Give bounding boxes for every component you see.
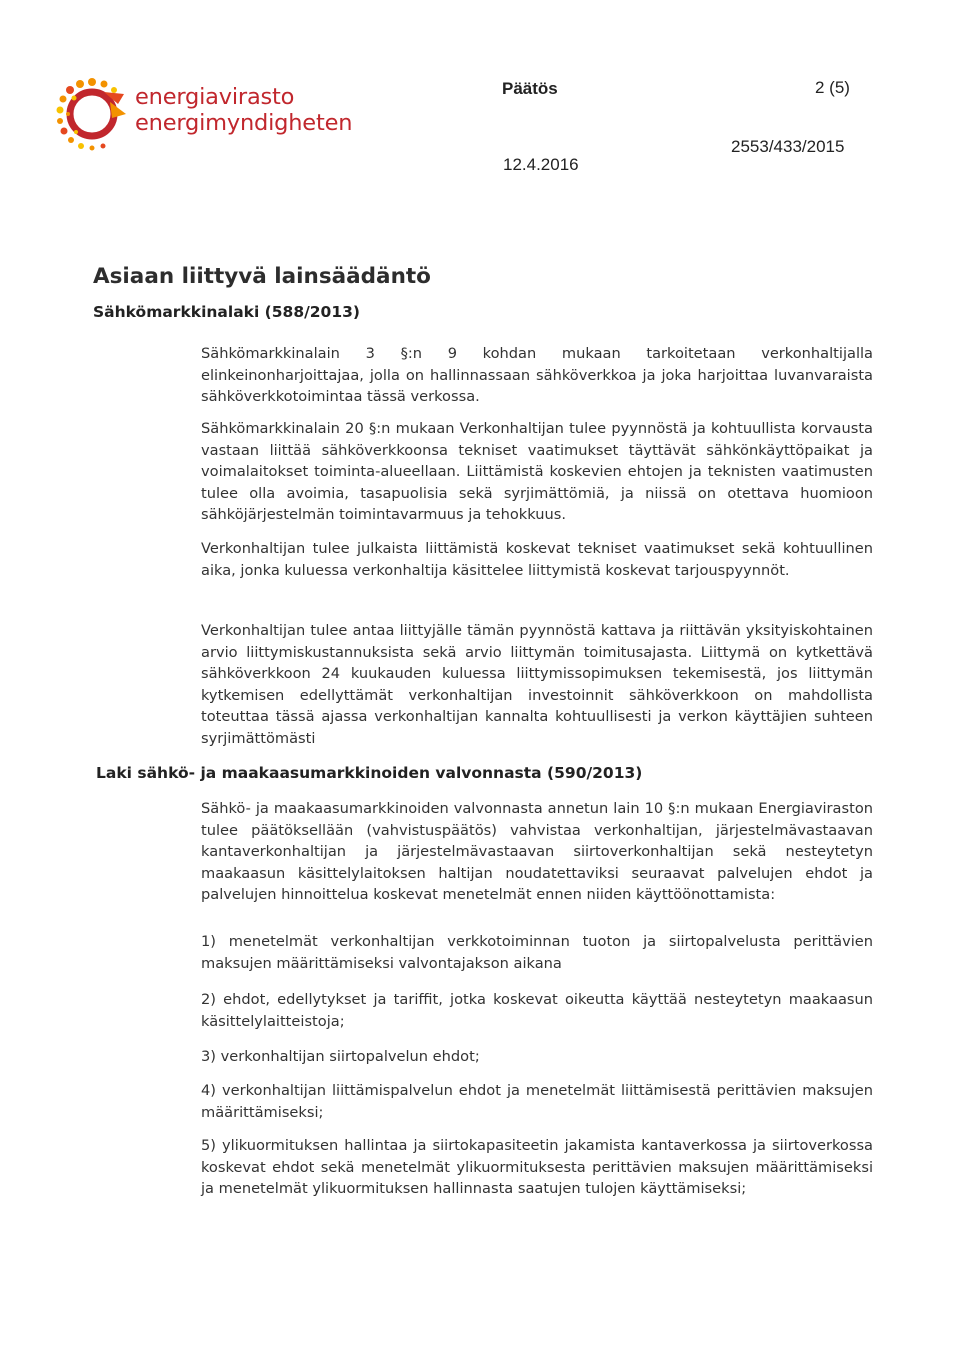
document-date: 12.4.2016 [503,155,579,174]
law-title-supervision-act: Laki sähkö- ja maakaasumarkkinoiden valvonnasta (590/2013) [96,764,643,782]
page-number: 2 (5) [815,78,850,97]
law-title-electricity-market-act: Sähkömarkkinalaki (588/2013) [93,303,360,321]
section-title: Asiaan liittyvä lainsäädäntö [93,264,431,289]
reference-number: 2553/433/2015 [731,137,845,156]
logo-line-sv: energimyndigheten [135,110,353,136]
list-item: 4) verkonhaltijan liittämispalvelun ehdot ja menetelmät liittämisestä perittävien maksujen määrittämiseksi; [201,1082,873,1121]
list-item: 5) ylikuormituksen hallintaa ja siirtokapasiteetin jakamista kantaverkossa ja siirtoverkossa koskevat ehdot sekä menetelmät ylikuormituksesta perittävien maksujen määrittämiseksi ja menetelmät ylikuormituksen hallinnasta saatujen tulojen käyttämiseksi; [201,1137,873,1198]
list-item: 2) ehdot, edellytykset ja tariffit, jotka koskevat oikeutta käyttää nesteytetyn maakaasun käsittelylaitteistoja; [201,991,873,1030]
paragraph: Verkonhaltijan tulee antaa liittyjälle tämän pyynnöstä kattava ja riittävän yksityiskohtainen arvio liittymiskustannuksista sekä arvio liittymän toimitusajasta. Liittymä on kytkettävä sähköverkkoon 24 kuukauden kuluessa liittymissopimuksen tekemisestä, jos liittymän kytkemisen edellyttämät verkonhaltijan investoinnit sähköverkkoon on mahdollista toteuttaa tässä ajassa verkonhaltijan kannalta kohtuullisesti ja verkon käyttäjien suhteen syrjimättömästi [201,622,873,747]
doc-type: Päätös [502,79,558,98]
logo [52,72,352,162]
paragraph: Sähkömarkkinalain 20 §:n mukaan Verkonhaltijan tulee pyynnöstä ja kohtuullista korvausta vastaan liittää sähköverkkoonsa tekniset vaatimukset täyttävät sähkönkäyttöpaikat ja voimalaitokset toiminta-alueellaan. Liittämistä koskevien ehtojen ja teknisten vaatimusten tulee olla avoimia, tasapuolisia sekä syrjimättömiä, ja niissä on otettava huomioon sähköjärjestelmän toimintavarmuus ja tehokkuus. [201,420,873,524]
logo-line-fi: energiavirasto [135,84,295,110]
energiavirasto-logo-icon [52,74,132,154]
paragraph: Sähkömarkkinalain 3 §:n 9 kohdan mukaan tarkoitetaan verkonhaltijalla elinkeinonharjoittajaa, jolla on hallinnassaan sähköverkkoa ja joka harjoittaa luvanvaraista sähköverkkotoimintaa tässä verkossa. [201,345,873,406]
list-item: 1) menetelmät verkonhaltijan verkkotoiminnan tuoton ja siirtopalvelusta perittävien maksujen määrittämiseksi valvontajakson aikana [201,933,873,972]
list-item: 3) verkonhaltijan siirtopalvelun ehdot; [201,1048,480,1065]
paragraph: Verkonhaltijan tulee julkaista liittämistä koskevat tekniset vaatimukset sekä kohtuullinen aika, jonka kuluessa verkonhaltija käsittelee liittymistä koskevat tarjouspyynnöt. [201,540,873,579]
logo-text [135,84,352,136]
paragraph: Sähkö- ja maakaasumarkkinoiden valvonnasta annetun lain 10 §:n mukaan Energiaviraston tulee päätöksellään (vahvistuspäätös) vahvistaa verkonhaltijan, järjestelmävastaavan kantaverkonhaltijan ja järjestelmävastaavan siirtoverkonhaltijan sekä nesteytetyn maakaasun käsittelylaitoksen haltijan noudatettaviksi seuraavat palvelujen ehdot ja palvelujen hinnoittelua koskevat menetelmät ennen niiden käyttöönottamista: [201,800,873,904]
